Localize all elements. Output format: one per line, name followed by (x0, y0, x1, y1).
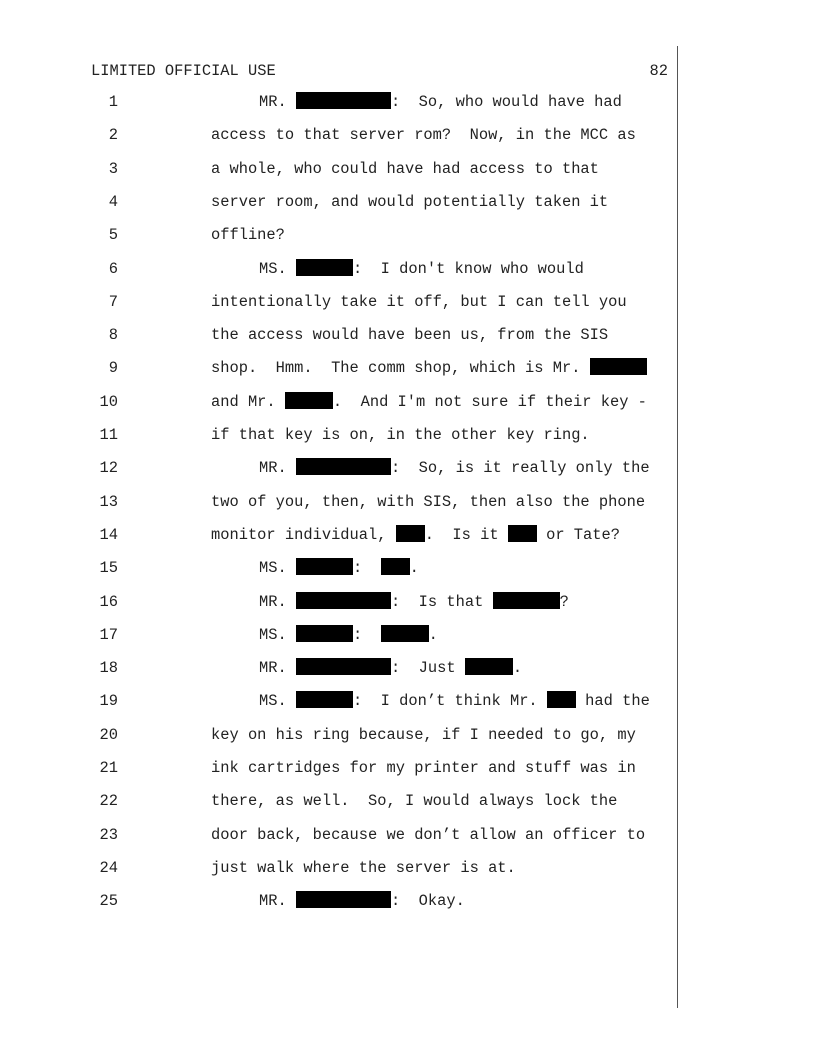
line-text-segment: ink cartridges for my printer and stuff was in (211, 759, 636, 777)
line-number: 11 (99, 426, 118, 444)
transcript-line (0, 92, 816, 112)
line-text-segment: server room, and would potentially taken it (211, 192, 609, 211)
line-number: 20 (99, 725, 118, 744)
line-text-segment: . Is it (424, 525, 508, 544)
line-number: 7 (108, 292, 118, 311)
line-text-segment: shop. Hmm. The comm shop, which is Mr. (211, 359, 590, 378)
transcript-line (0, 125, 816, 145)
line-text-segment: : Just (390, 659, 465, 678)
line-text-segment: : (352, 625, 381, 644)
line-text-segment: two of you, then, with SIS, then also the phone (211, 492, 646, 511)
line-number: 14 (99, 525, 118, 544)
line-number: 22 (99, 792, 118, 811)
transcript-line (0, 825, 816, 845)
line-number: 21 (99, 759, 118, 777)
line-text-segment: MR. (259, 459, 296, 478)
line-number: 10 (99, 392, 118, 411)
line-text-segment: monitor individual, (211, 525, 396, 544)
transcript-line (0, 458, 816, 478)
transcript-line (0, 691, 816, 711)
line-text-segment: and Mr. (211, 392, 285, 411)
line-text (211, 358, 647, 378)
line-text-segment: . And I'm not sure if their key - (332, 392, 647, 411)
redaction-block (296, 458, 391, 475)
redaction-block (381, 625, 429, 642)
line-text (211, 392, 647, 412)
redaction-block (285, 392, 333, 409)
line-text-segment: had the (575, 692, 650, 711)
redaction-block (296, 658, 391, 675)
line-text-segment: the access would have been us, from the SIS (211, 326, 609, 345)
line-text-segment: : Okay. (390, 892, 465, 911)
transcript-line (0, 358, 816, 378)
line-text (211, 159, 599, 179)
transcript-line (0, 192, 816, 212)
transcript-line (0, 292, 816, 312)
line-number: 2 (108, 126, 118, 145)
line-text-segment: . (428, 625, 438, 644)
line-text-segment: : Is that (390, 592, 493, 611)
line-text (259, 891, 465, 911)
line-text-segment: MS. (259, 625, 296, 644)
line-number: 16 (99, 592, 118, 611)
line-text (211, 225, 285, 245)
transcript-line (0, 758, 816, 778)
line-text-segment: or Tate? (536, 525, 620, 544)
transcript-line (0, 725, 816, 745)
line-text-segment: if that key is on, in the other key ring. (211, 426, 590, 444)
redaction-block (296, 92, 391, 109)
redaction-block (590, 358, 647, 375)
line-number: 23 (99, 825, 118, 844)
line-text (211, 758, 636, 778)
line-number: 3 (108, 159, 118, 178)
line-number: 15 (99, 559, 118, 578)
redaction-block (296, 891, 391, 908)
line-text (211, 425, 590, 445)
line-number: 18 (99, 659, 118, 678)
redaction-block (465, 658, 513, 675)
line-text (211, 858, 516, 878)
line-text (211, 525, 620, 545)
classification-header: LIMITED OFFICIAL USE (91, 62, 276, 80)
transcript-line (0, 592, 816, 612)
line-text (259, 691, 650, 711)
transcript-line (0, 492, 816, 512)
line-text-segment: MS. (259, 692, 296, 711)
line-number: 24 (99, 858, 118, 877)
line-text (211, 292, 627, 312)
transcript-line (0, 259, 816, 279)
transcript-line (0, 858, 816, 878)
line-text-segment: : (352, 559, 381, 578)
line-text-segment: MS. (259, 559, 296, 578)
transcript-line (0, 791, 816, 811)
line-number: 12 (99, 459, 118, 478)
line-text (211, 192, 608, 212)
redaction-block (296, 691, 353, 708)
transcript-line (0, 392, 816, 412)
line-text (211, 825, 645, 845)
line-text (259, 458, 650, 478)
transcript-line (0, 658, 816, 678)
line-text-segment: : I don't know who would (352, 259, 584, 278)
line-text (211, 791, 617, 811)
redaction-block (296, 625, 353, 642)
transcript-line (0, 325, 816, 345)
line-text-segment: . (409, 559, 419, 578)
line-number: 5 (108, 226, 118, 245)
redaction-block (381, 558, 410, 575)
line-text (211, 492, 645, 512)
line-number: 9 (108, 359, 118, 378)
redaction-block (396, 525, 425, 542)
line-text (259, 592, 569, 612)
page-number: 82 (649, 62, 668, 80)
line-text (259, 625, 438, 645)
transcript-line (0, 891, 816, 911)
line-text-segment: ? (559, 592, 569, 611)
transcript-line (0, 558, 816, 578)
line-text-segment: a whole, who could have had access to that (211, 159, 599, 178)
line-text (259, 259, 584, 279)
transcript-line (0, 425, 816, 445)
line-text-segment: : I don’t think Mr. (352, 692, 547, 711)
line-text (259, 92, 622, 112)
line-number: 8 (108, 326, 118, 345)
line-number: 19 (99, 692, 118, 711)
line-text-segment: MR. (259, 93, 296, 111)
line-text-segment: MR. (259, 892, 296, 911)
line-text-segment: access to that server rom? Now, in the MCC as (211, 126, 636, 145)
line-text-segment: door back, because we don’t allow an officer to (211, 825, 646, 844)
line-text-segment: : So, is it really only the (390, 459, 650, 478)
line-number: 25 (99, 892, 118, 911)
line-number: 4 (108, 192, 118, 211)
line-text (259, 558, 419, 578)
line-text-segment: : So, who would have had (390, 93, 622, 111)
line-text (211, 325, 608, 345)
redaction-block (296, 592, 391, 609)
redaction-block (296, 558, 353, 575)
transcript-line (0, 225, 816, 245)
line-text-segment: . (512, 659, 523, 678)
line-text-segment: MR. (259, 659, 296, 678)
line-number: 6 (108, 259, 118, 278)
redaction-block (493, 592, 560, 609)
redaction-block (296, 259, 353, 276)
line-text-segment: intentionally take it off, but I can tell you (211, 292, 627, 311)
line-text (211, 725, 636, 745)
redaction-block (508, 525, 537, 542)
line-text (211, 125, 636, 145)
line-text-segment: offline? (211, 226, 285, 245)
line-text-segment: just walk where the server is at. (211, 858, 516, 877)
line-number: 1 (108, 93, 118, 111)
line-number: 17 (99, 625, 118, 644)
line-text (259, 658, 522, 678)
redaction-block (547, 691, 576, 708)
transcript-line (0, 625, 816, 645)
line-text-segment: there, as well. So, I would always lock the (211, 792, 618, 811)
line-text-segment: MR. (259, 592, 296, 611)
line-text-segment: MS. (259, 259, 296, 278)
line-text-segment: key on his ring because, if I needed to go, my (211, 725, 636, 744)
line-number: 13 (99, 492, 118, 511)
transcript-line (0, 525, 816, 545)
transcript-line (0, 159, 816, 179)
